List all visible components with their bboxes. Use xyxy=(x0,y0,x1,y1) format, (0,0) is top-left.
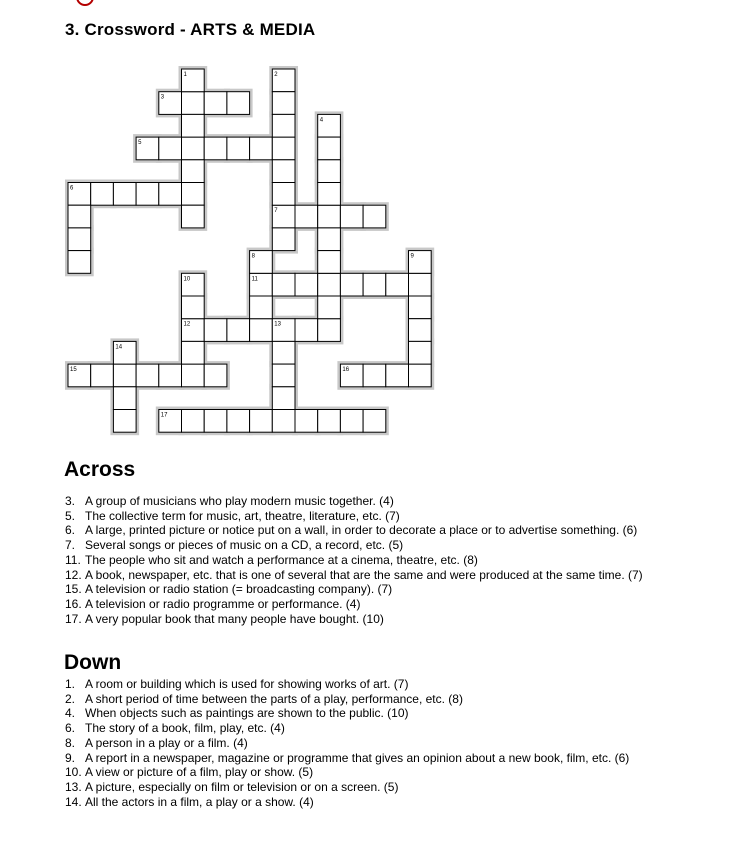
grid-cell[interactable] xyxy=(272,387,295,410)
grid-cell[interactable] xyxy=(272,183,295,206)
cell-number: 4 xyxy=(319,117,324,124)
clue-across-3: 3. A group of musicians who play modern music together. (4) xyxy=(65,494,394,508)
grid-cell[interactable] xyxy=(91,364,114,387)
grid-cell[interactable] xyxy=(318,296,341,319)
cell-number: 14 xyxy=(115,344,123,351)
cell-number: 12 xyxy=(183,321,191,328)
cell-number: 9 xyxy=(410,253,414,260)
grid-cell[interactable] xyxy=(113,364,136,387)
cell-number: 8 xyxy=(251,253,255,260)
grid-cell[interactable] xyxy=(272,341,295,364)
grid-cell[interactable] xyxy=(136,183,159,206)
grid-cell[interactable] xyxy=(386,364,409,387)
grid-cell[interactable] xyxy=(182,183,205,206)
grid-cell[interactable] xyxy=(340,273,363,296)
clue-across-15: 15. A television or radio station (= broadcasting company). (7) xyxy=(65,582,393,597)
grid-cell[interactable] xyxy=(227,137,250,160)
grid-cell[interactable] xyxy=(204,364,227,387)
clue-down-1: 1. A room or building which is used for showing works of art. (7) xyxy=(65,677,409,691)
grid-cell[interactable] xyxy=(295,205,318,228)
grid-cell[interactable] xyxy=(340,410,363,433)
grid-cell[interactable] xyxy=(272,114,295,137)
grid-cell[interactable] xyxy=(250,319,273,342)
grid-cell[interactable] xyxy=(68,205,91,228)
cell-number: 1 xyxy=(183,72,187,78)
grid-cell[interactable] xyxy=(159,183,182,206)
grid-cell[interactable] xyxy=(409,364,432,387)
grid-cell[interactable] xyxy=(386,273,409,296)
grid-cell[interactable] xyxy=(68,228,91,251)
grid-cell[interactable] xyxy=(182,114,205,137)
grid-cell[interactable] xyxy=(250,296,273,319)
grid-cell[interactable] xyxy=(318,319,341,342)
grid-cell[interactable] xyxy=(318,273,341,296)
grid-cell[interactable] xyxy=(340,205,363,228)
grid-cell[interactable] xyxy=(272,228,295,251)
grid-cell[interactable] xyxy=(204,92,227,115)
across-heading: Across xyxy=(64,458,136,481)
grid-cell[interactable] xyxy=(318,205,341,228)
down-heading: Down xyxy=(64,651,122,674)
grid-cell[interactable] xyxy=(113,387,136,410)
grid-cell[interactable] xyxy=(409,319,432,342)
grid-cell[interactable] xyxy=(204,410,227,433)
grid-cell[interactable] xyxy=(318,160,341,183)
cell-number: 15 xyxy=(70,367,77,374)
grid-cell[interactable] xyxy=(159,137,182,160)
clue-down-6: 6. The story of a book, film, play, etc. (4) xyxy=(65,721,285,736)
grid-cell[interactable] xyxy=(91,183,114,206)
grid-cell[interactable] xyxy=(204,319,227,342)
grid-cell[interactable] xyxy=(318,251,341,274)
grid-cell[interactable] xyxy=(295,273,318,296)
grid-cell[interactable] xyxy=(272,137,295,160)
grid-cell[interactable] xyxy=(318,183,341,206)
across-clue-list xyxy=(65,494,735,626)
grid-cell[interactable] xyxy=(182,137,205,160)
clue-down-13: 13. A picture, especially on film or television or on a screen. (5) xyxy=(65,779,399,794)
clue-across-17: 17. A very popular book that many people have bought. (10) xyxy=(65,611,384,626)
grid-cell[interactable] xyxy=(363,364,386,387)
grid-cell[interactable] xyxy=(136,364,159,387)
cell-number: 17 xyxy=(160,412,168,419)
clue-down-9: 9. A report in a newspaper, magazine or programme that gives an opinion about a new book, film, etc. (6) xyxy=(65,750,630,765)
clue-across-11: 11. The people who sit and watch a performance at a cinema, theatre, etc. (8) xyxy=(65,552,478,567)
grid-cell[interactable] xyxy=(182,364,205,387)
grid-cell[interactable] xyxy=(318,410,341,433)
grid-cell[interactable] xyxy=(318,228,341,251)
clue-down-4: 4. When objects such as paintings are shown to the public. (10) xyxy=(65,706,409,721)
grid-cell[interactable] xyxy=(227,92,250,115)
grid-cell[interactable] xyxy=(409,341,432,364)
grid-cell[interactable] xyxy=(182,92,205,115)
cell-number: 2 xyxy=(274,72,278,78)
clue-down-14: 14. All the actors in a film, a play or a show. (4) xyxy=(65,794,314,809)
cell-number: 13 xyxy=(274,321,281,328)
cell-number: 11 xyxy=(251,276,258,283)
grid-cell[interactable] xyxy=(272,160,295,183)
clue-down-2: 2. A short period of time between the parts of a play, performance, etc. (8) xyxy=(65,691,463,706)
grid-cell[interactable] xyxy=(250,137,273,160)
grid-cell[interactable] xyxy=(227,319,250,342)
grid-cell[interactable] xyxy=(363,410,386,433)
cell-number: 10 xyxy=(183,276,191,283)
grid-cell[interactable] xyxy=(182,205,205,228)
down-clue-list xyxy=(65,677,735,809)
grid-cell[interactable] xyxy=(295,319,318,342)
grid-cell[interactable] xyxy=(68,251,91,274)
grid-cell[interactable] xyxy=(272,364,295,387)
grid-cell[interactable] xyxy=(113,183,136,206)
grid-cell[interactable] xyxy=(159,364,182,387)
grid-cell[interactable] xyxy=(182,341,205,364)
clue-across-6: 6. A large, printed picture or notice put on a wall, in order to decorate a place or to advertise something. (6) xyxy=(65,523,638,538)
grid-cell[interactable] xyxy=(182,410,205,433)
grid-cell[interactable] xyxy=(272,92,295,115)
grid-cell[interactable] xyxy=(113,410,136,433)
grid-cell[interactable] xyxy=(363,273,386,296)
cell-number: 16 xyxy=(342,367,350,374)
clue-across-16: 16. A television or radio programme or performance. (4) xyxy=(65,596,361,611)
grid-cell[interactable] xyxy=(272,410,295,433)
clue-across-5: 5. The collective term for music, art, theatre, literature, etc. (7) xyxy=(65,508,400,523)
clue-down-8: 8. A person in a play or a film. (4) xyxy=(65,735,248,750)
grid-cell[interactable] xyxy=(250,410,273,433)
grid-cell[interactable] xyxy=(409,273,432,296)
page-title: 3. Crossword - ARTS & MEDIA xyxy=(65,20,316,39)
cell-number: 6 xyxy=(70,185,74,192)
cell-number: 5 xyxy=(138,140,142,147)
clue-across-7: 7. Several songs or pieces of music on a CD, a record, etc. (5) xyxy=(65,538,404,553)
grid-cell[interactable] xyxy=(182,296,205,319)
grid-cell[interactable] xyxy=(227,410,250,433)
grid-cell[interactable] xyxy=(204,137,227,160)
grid-cell[interactable] xyxy=(318,137,341,160)
grid-cell[interactable] xyxy=(272,273,295,296)
grid-cell[interactable] xyxy=(409,296,432,319)
clue-across-12: 12. A book, newspaper, etc. that is one of several that are the same and were produced at the same time. (7) xyxy=(65,567,643,582)
grid-cell[interactable] xyxy=(182,160,205,183)
cell-number: 7 xyxy=(274,208,278,215)
grid-cell[interactable] xyxy=(295,410,318,433)
clue-down-10: 10. A view or picture of a film, play or show. (5) xyxy=(65,765,314,780)
cell-number: 3 xyxy=(160,94,165,101)
grid-cell[interactable] xyxy=(363,205,386,228)
